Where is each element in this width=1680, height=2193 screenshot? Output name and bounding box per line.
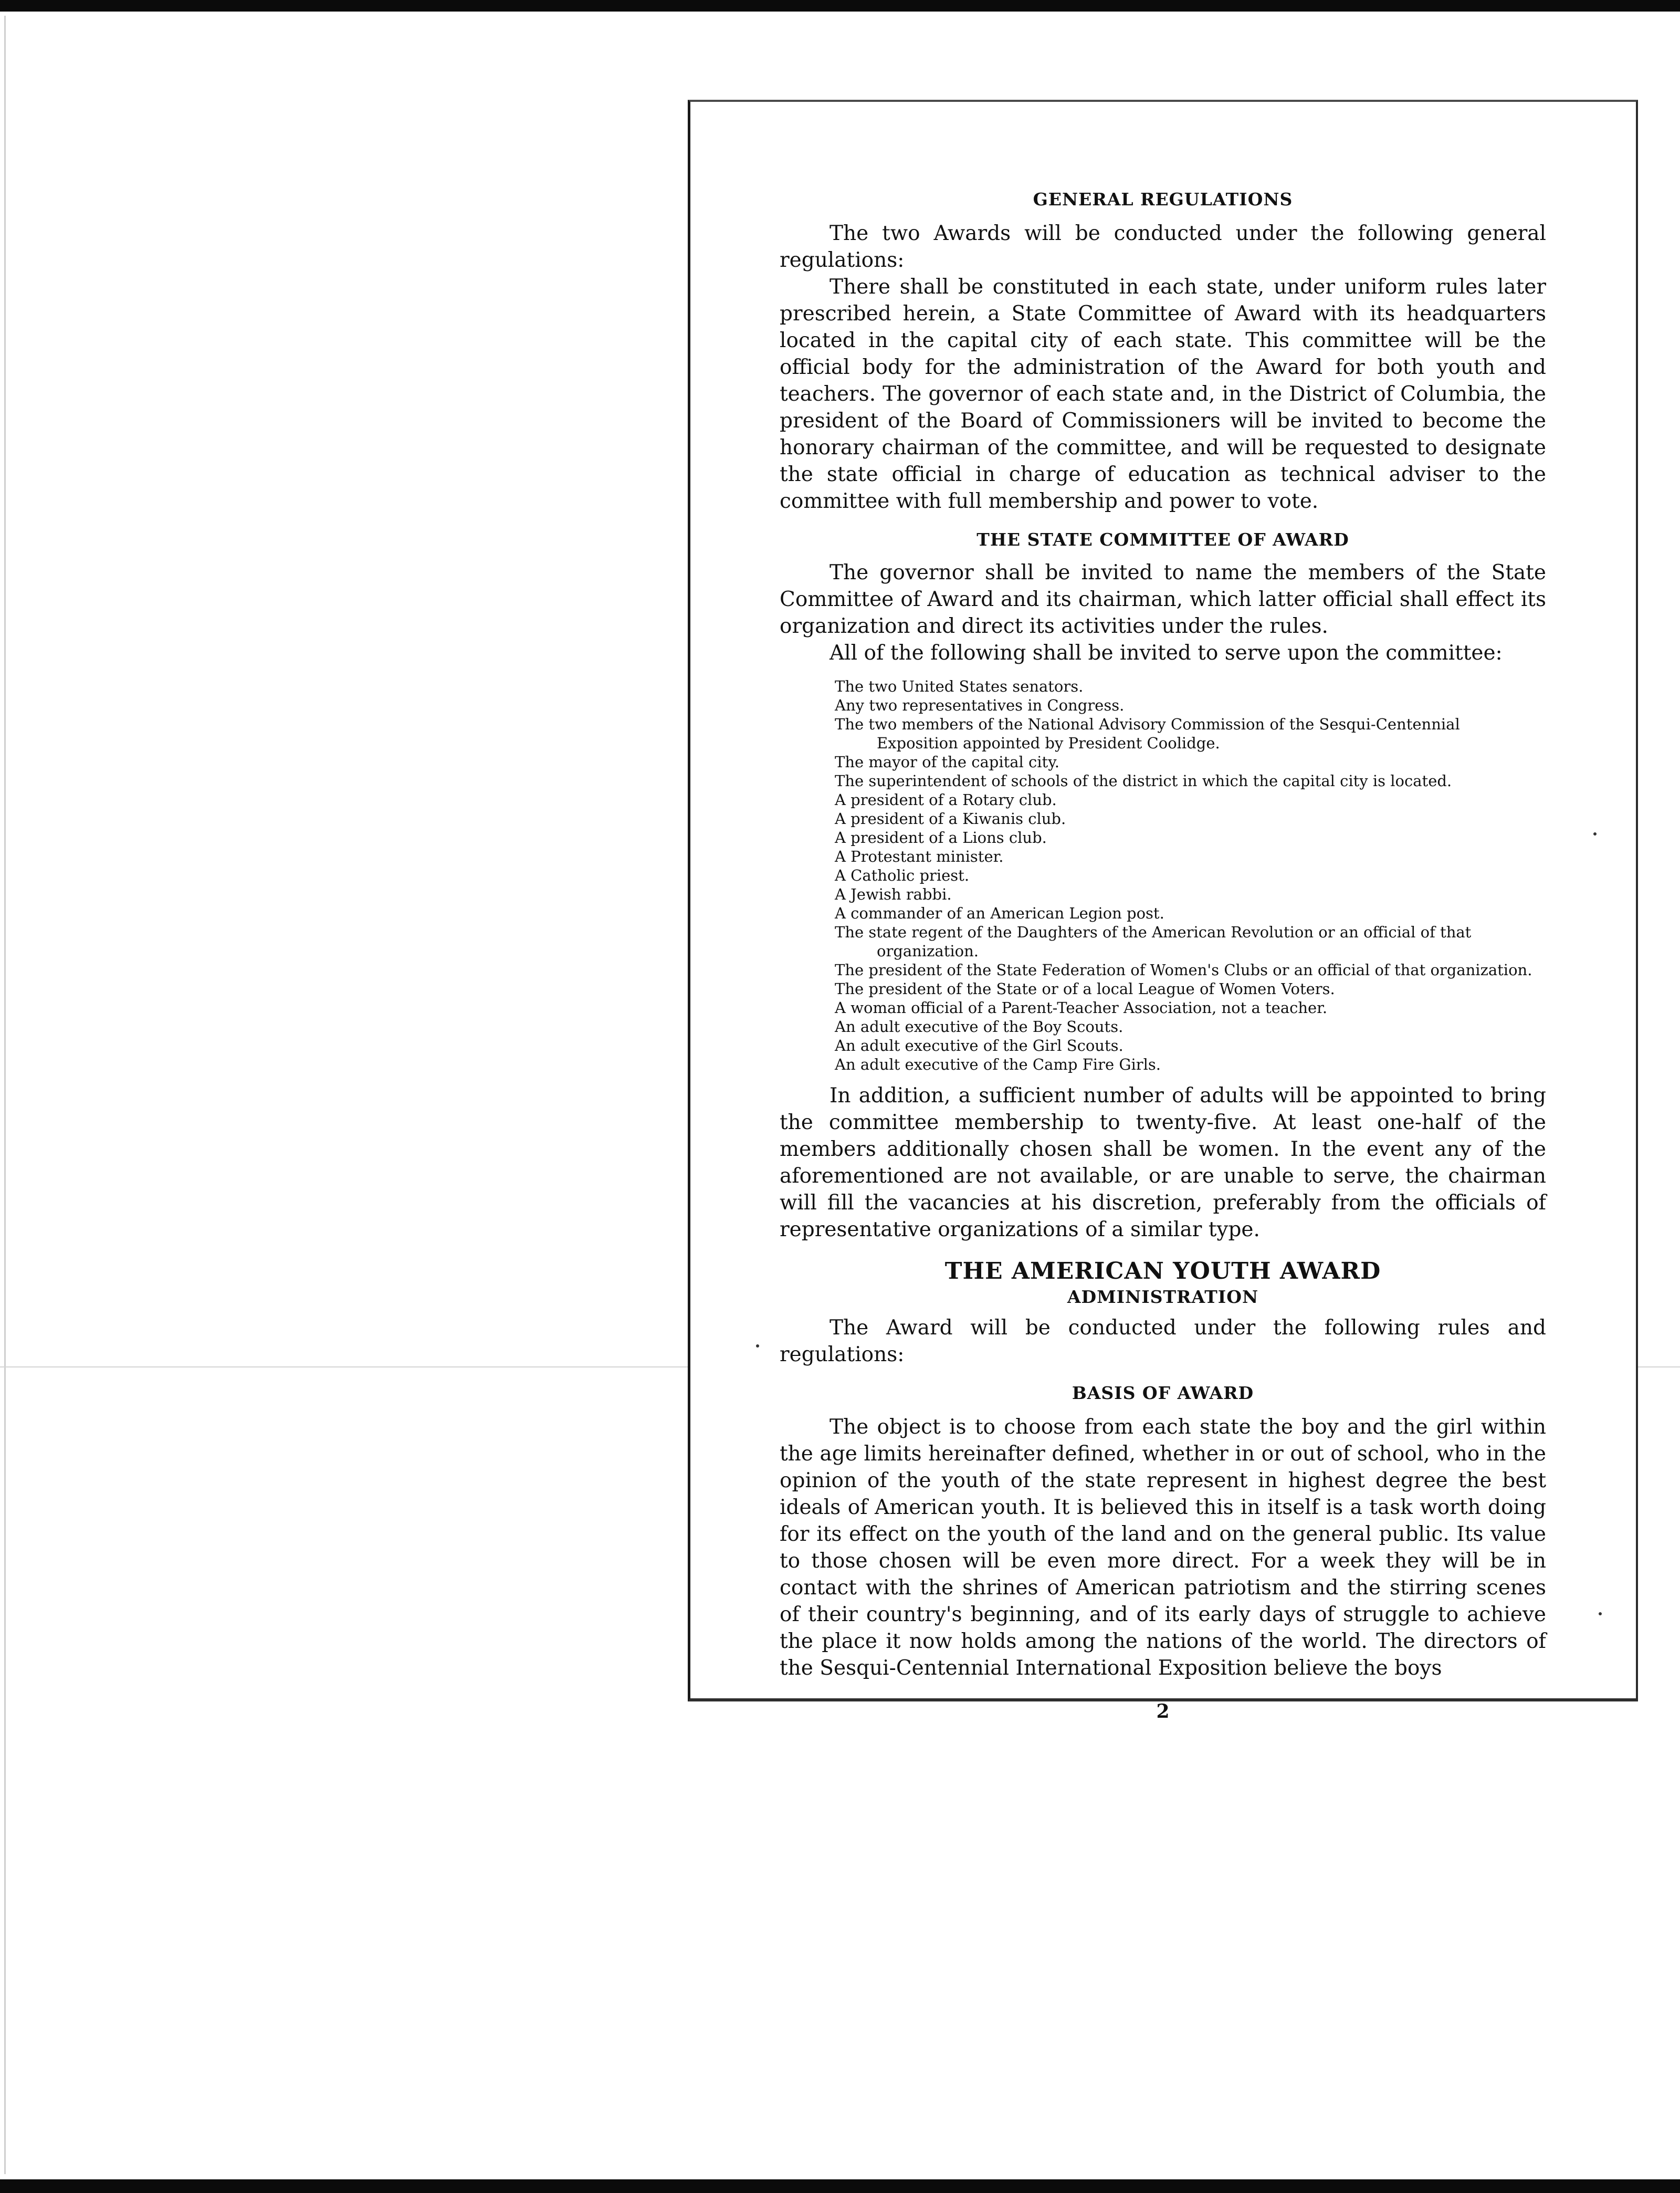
list-item: A woman official of a Parent-Teacher Association, not a teacher. [835,999,1328,1017]
list-item: A commander of an American Legion post. [835,904,1164,922]
scan-speck [1593,832,1597,836]
scan-left-edge [4,16,6,2174]
list-item: A president of a Kiwanis club. [835,810,1066,828]
list-item: Any two representatives in Congress. [835,696,1125,714]
list-item: The state regent of the Daughters of the American Revolution or an official of that organization. [835,923,1472,960]
list-item: An adult executive of the Boy Scouts. [835,1018,1124,1036]
list-item: The president of the State or of a local League of Women Voters. [835,980,1335,998]
paragraph: In addition, a sufficient number of adults will be appointed to bring the committee membership to twenty-five. At least one-half of the members additionally chosen shall be women. In the event any of the aforementioned are not available, or are unable to serve, the chairman will fill the vacancies at his discretion, preferably from the officials of representative organizations of a similar type. [780,1084,1546,1241]
heading-basis-of-award: BASIS OF AWARD [1072,1383,1254,1403]
scan-top-border [0,0,1680,12]
scan-bottom-border [0,2179,1680,2193]
page-number: 2 [1156,1700,1170,1722]
heading-administration: ADMINISTRATION [1067,1287,1259,1307]
heading-state-committee: THE STATE COMMITTEE OF AWARD [976,529,1349,550]
scan-speck [1599,1612,1602,1615]
list-item: The two United States senators. [835,677,1084,695]
heading-general-regulations: GENERAL REGULATIONS [1033,189,1293,210]
committee-member-list [835,677,1536,1074]
list-item: The president of the State Federation of Women's Clubs or an official of that organization. [835,961,1532,979]
list-item: A president of a Rotary club. [835,791,1057,809]
title-american-youth-award: THE AMERICAN YOUTH AWARD [944,1258,1381,1285]
paragraph: The two Awards will be conducted under the following general regulations: [780,222,1546,272]
list-item: An adult executive of the Girl Scouts. [835,1037,1124,1054]
paragraph: The Award will be conducted under the following rules and regulations: [780,1316,1546,1366]
paragraph: The object is to choose from each state the boy and the girl within the age limits hereinafter defined, whether in or out of school, who in the opinion of the youth of the state represent in highest degree the best ideals of American youth. It is believed this in itself is a task worth doing for its effect on the youth of the land and on the general public. Its value to those chosen will be even more direct. For a week they will be in contact with the shrines of American patriotism and the stirring scenes of their country's beginning, and of its early days of struggle to achieve the place it now holds among the nations of the world. The directors of the Sesqui-Centennial International Exposition believe the boys [780,1415,1546,1680]
list-item: A Catholic priest. [835,866,970,884]
paragraph: All of the following shall be invited to serve upon the committee: [830,641,1503,665]
scan-speck [756,1344,759,1348]
list-item: The two members of the National Advisory Commission of the Sesqui-Centennial Exposition appointed by President Coolidge. [835,715,1460,752]
list-item: The mayor of the capital city. [835,753,1059,771]
list-item: A Jewish rabbi. [835,885,952,903]
list-item: The superintendent of schools of the district in which the capital city is located. [835,772,1452,790]
list-item: A Protestant minister. [835,848,1004,865]
document-content [780,189,1546,1722]
paragraph: There shall be constituted in each state, under uniform rules later prescribed herein, a State Committee of Award with its headquarters located in the capital city of each state. This committee will be the official body for the administration of the Award for both youth and teachers. The governor of each state and, in the District of Columbia, the president of the Board of Commissioners will be invited to become the honorary chairman of the committee, and will be requested to designate the state official in charge of education as technical adviser to the committee with full membership and power to vote. [780,275,1546,513]
list-item: A president of a Lions club. [835,829,1047,847]
list-item: An adult executive of the Camp Fire Girls. [835,1056,1161,1073]
paragraph: The governor shall be invited to name the members of the State Committee of Award and its chairman, which latter official shall effect its organization and direct its activities under the rules. [780,561,1546,638]
